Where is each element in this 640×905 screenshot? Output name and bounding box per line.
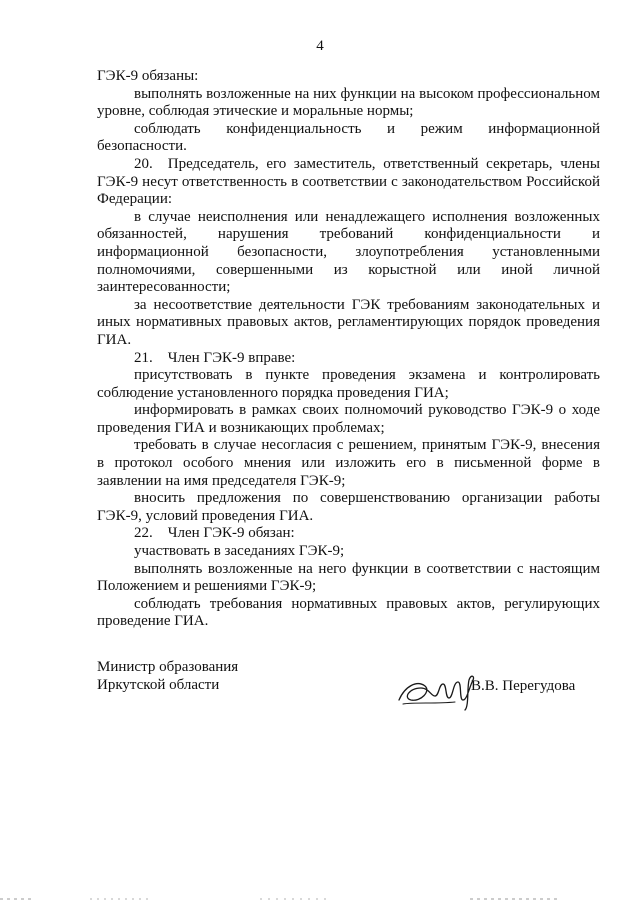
paragraph: 22. Член ГЭК-9 обязан: bbox=[134, 525, 295, 542]
paragraph: соблюдать конфиденциальность и режим информационной безопасности. bbox=[97, 120, 600, 155]
signatory-position bbox=[97, 658, 238, 694]
paragraph: выполнять возложенные на них функции на высоком профессиональном уровне, соблюдая этические и моральные нормы; bbox=[97, 85, 600, 120]
paragraph: в случае неисполнения или ненадлежащего исполнения возложенных обязанностей, нарушения требований конфиденциальности и информационной безопасности, злоупотребления установленными полномочиями, совершенными из корыстной или иной личной заинтересованности; bbox=[97, 208, 600, 296]
page-number: 4 bbox=[316, 38, 324, 54]
paragraph: 20. Председатель, его заместитель, ответственный секретарь, члены ГЭК-9 несут ответственность в соответствии с законодательством Российской Федерации: bbox=[97, 155, 600, 208]
scan-edge-marks bbox=[0, 897, 640, 901]
paragraph: вносить предложения по совершенствованию организации работы ГЭК-9, условий проведения ГИА. bbox=[97, 490, 600, 524]
signature-block bbox=[97, 658, 600, 718]
paragraph: участвовать в заседаниях ГЭК-9; bbox=[134, 543, 345, 560]
signatory-position-line-2: Иркутской области bbox=[97, 677, 220, 693]
paragraph: присутствовать в пункте проведения экзамена и контролировать соблюдение установленного порядка проведения ГИА; bbox=[97, 367, 600, 401]
signatory-position-line-1: Министр образования bbox=[97, 659, 239, 675]
paragraph: выполнять возложенные на него функции в соответствии с настоящим Положением и решениями ГЭК-9; bbox=[97, 560, 600, 595]
document-body bbox=[97, 68, 600, 631]
signatory-name: В.В. Перегудова bbox=[471, 678, 576, 694]
paragraph: соблюдать требования нормативных правовых актов, регулирующих проведение ГИА. bbox=[97, 595, 600, 630]
paragraph: требовать в случае несогласия с решением, принятым ГЭК-9, внесения в протокол особого мнения или изложить его в письменной форме в заявлении на имя председателя ГЭК-9; bbox=[97, 437, 600, 489]
paragraph: информировать в рамках своих полномочий руководство ГЭК-9 о ходе проведения ГИА и возникающих проблемах; bbox=[97, 402, 600, 436]
paragraph: ГЭК-9 обязаны: bbox=[97, 68, 199, 84]
paragraph: 21. Член ГЭК-9 вправе: bbox=[134, 349, 296, 366]
paragraph: за несоответствие деятельности ГЭК требованиям законодательных и иных нормативных правовых актов, регламентирующих порядок проведения ГИА. bbox=[97, 296, 600, 348]
